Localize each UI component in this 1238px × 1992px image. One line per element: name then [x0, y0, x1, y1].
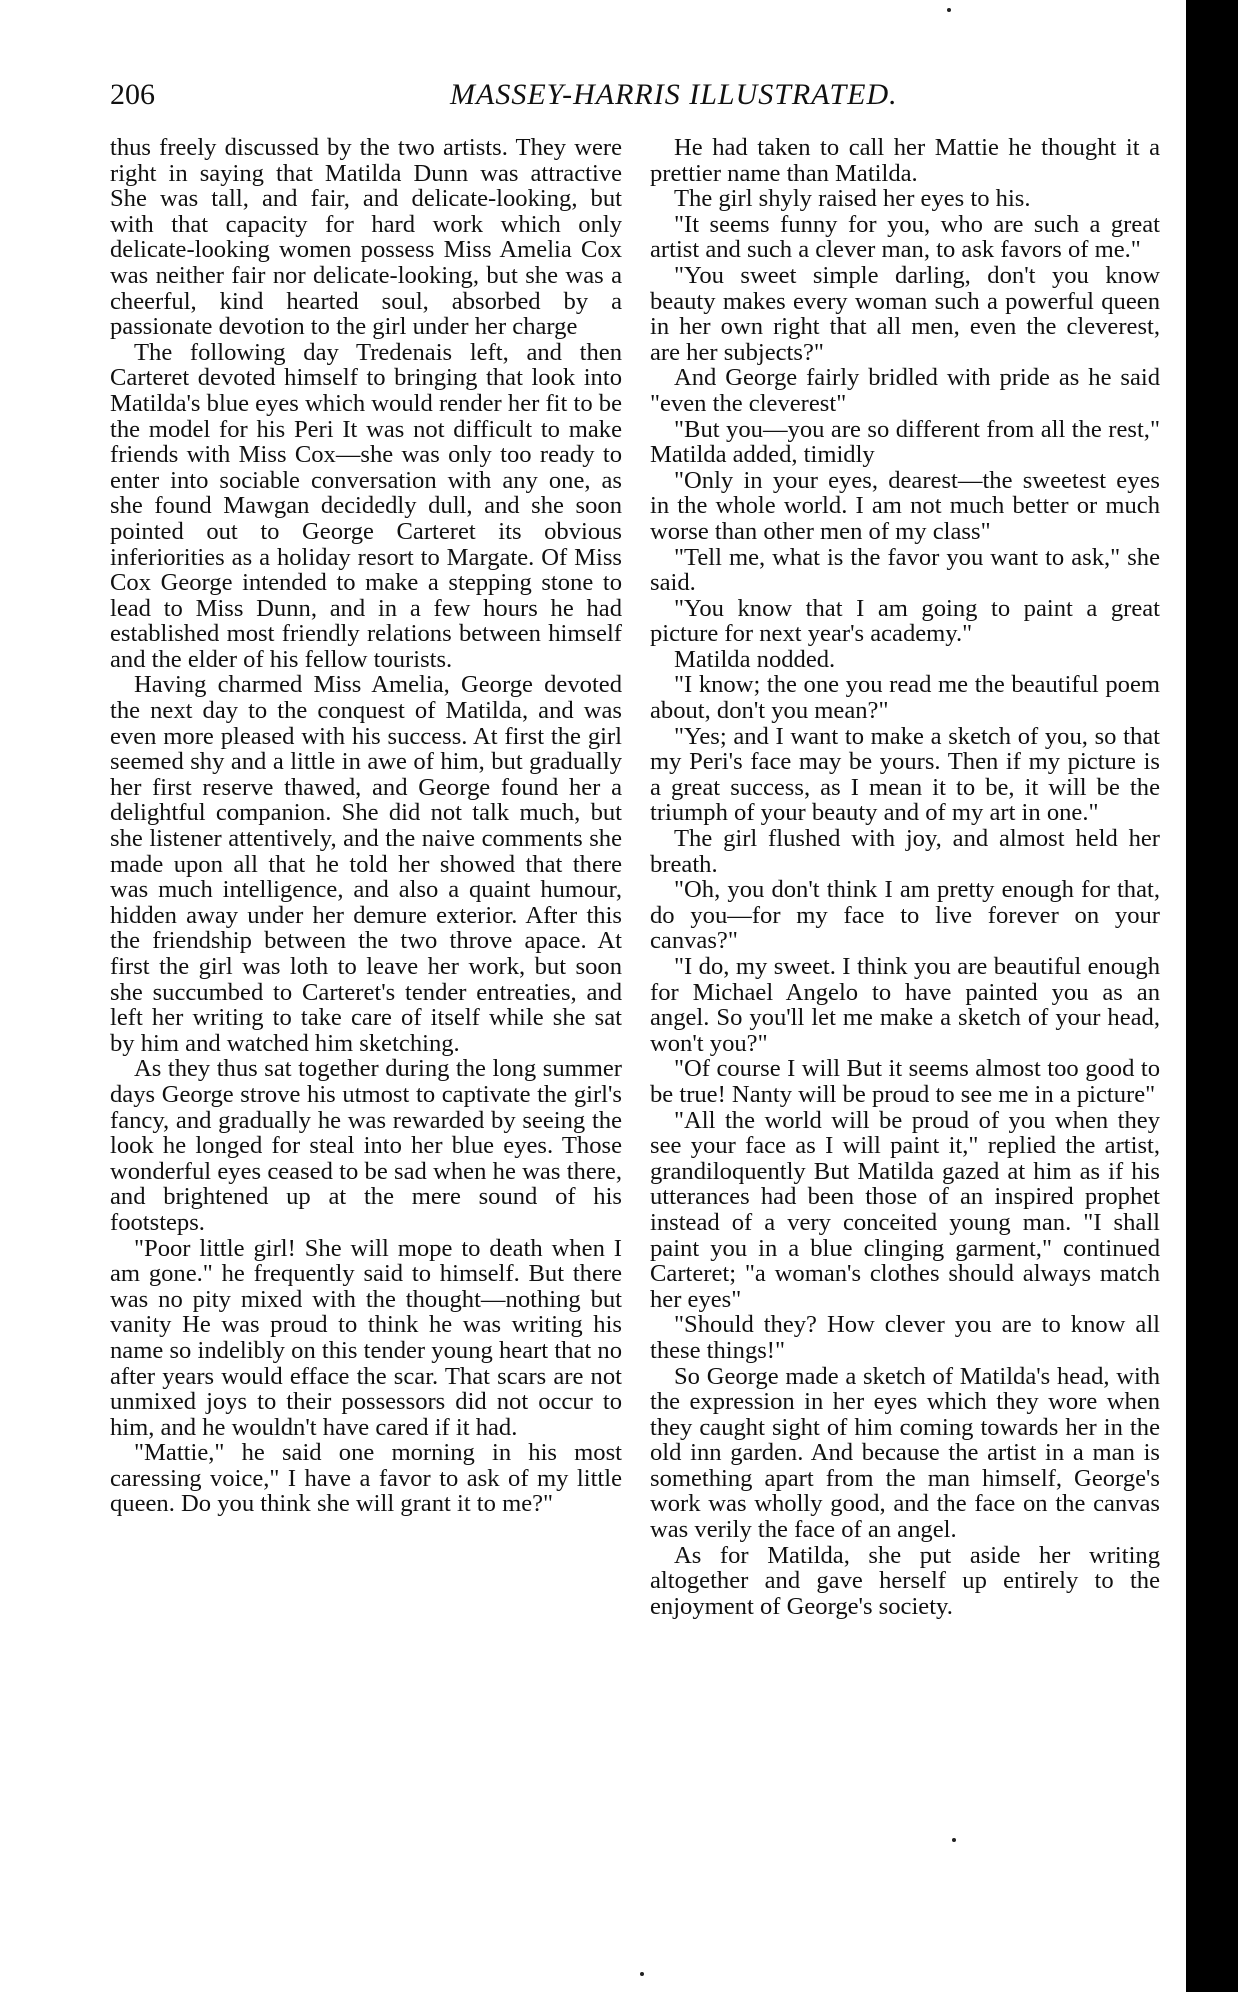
paragraph: "It seems funny for you, who are such a great artist and such a clever man, to ask favors of me."	[650, 210, 1160, 264]
running-title: MASSEY-HARRIS ILLUSTRATED.	[450, 78, 898, 111]
page-header	[110, 78, 1160, 118]
paragraph: The following day Tredenais left, and then Carteret devoted himself to bringing that look into Matilda's blue eyes which would render her fit to be the model for his Peri It was not difficult to make friends with Miss Cox—she was only too ready to enter into sociable conversation with any one, as she found Mawgan decidedly dull, and she soon pointed out to George Carteret its obvious inferiorities as a holiday resort to Margate. Of Miss Cox George intended to make a stepping stone to lead to Miss Dunn, and in a few hours he had established most friendly relations between himself and the elder of his fellow tourists.	[110, 338, 622, 673]
paragraph: "Mattie," he said one morning in his most caressing voice," I have a favor to ask of my little queen. Do you think she will grant it to me?"	[110, 1439, 622, 1518]
paragraph: "You sweet simple darling, don't you know beauty makes every woman such a powerful queen in her own right that all men, even the cleverest, are her subjects?"	[650, 261, 1160, 366]
paragraph: "I know; the one you read me the beautiful poem about, don't you mean?"	[650, 671, 1160, 725]
scan-speck	[947, 8, 951, 12]
left-text-column	[110, 135, 622, 1517]
page-number: 206	[110, 78, 155, 111]
paragraph: "But you—you are so different from all the rest," Matilda added, timidly	[650, 415, 1160, 469]
scan-speck	[952, 1838, 956, 1842]
paragraph: "You know that I am going to paint a great picture for next year's academy."	[650, 594, 1160, 648]
paragraph: "All the world will be proud of you when they see your face as I will paint it," replied the artist, grandiloquently But Matilda gazed at him as if his utterances had been those of an inspired prophet instead of a very conceited young man. "I shall paint you in a blue clinging garment," continued Carteret; "a woman's clothes should always match her eyes"	[650, 1106, 1160, 1313]
paragraph: As for Matilda, she put aside her writing altogether and gave herself up entirely to the enjoyment of George's society.	[650, 1541, 1160, 1620]
paragraph: "Only in your eyes, dearest—the sweetest eyes in the whole world. I am not much better or much worse than other men of my class"	[650, 466, 1160, 545]
paragraph: thus freely discussed by the two artists. They were right in saying that Matilda Dunn was attractive She was tall, and fair, and delicate-looking, but with that capacity for hard work which only delicate-looking women possess Miss Amelia Cox was neither fair nor delicate-looking, but she was a cheerful, kind hearted soul, absorbed by a passionate devotion to the girl under her charge	[110, 134, 622, 341]
paragraph: Having charmed Miss Amelia, George devoted the next day to the conquest of Matilda, and was even more pleased with his success. At first the girl seemed shy and a little in awe of him, but gradually her first reserve thawed, and George found her a delightful companion. She did not talk much, but she listener attentively, and the naive comments she made upon all that he told her showed that there was much intelligence, and also a quaint humour, hidden away under her demure exterior. After this the friendship between the two throve apace. At first the girl was loth to leave her work, but soon she succumbed to Carteret's tender entreaties, and left her writing to take care of itself while she sat by him and watched him sketching.	[110, 671, 622, 1057]
paragraph: The girl flushed with joy, and almost held her breath.	[650, 825, 1160, 878]
paragraph: "Should they? How clever you are to know all these things!"	[650, 1311, 1160, 1364]
paragraph: And George fairly bridled with pride as he said "even the cleverest"	[650, 364, 1160, 417]
paragraph: As they thus sat together during the long summer days George strove his utmost to captivate the girl's fancy, and gradually he was rewarded by seeing the look he longed for steal into her blue eyes. Those wonderful eyes ceased to be sad when he was there, and brightened up at the mere sound of his footsteps.	[110, 1055, 622, 1236]
paragraph: The girl shyly raised her eyes to his.	[674, 185, 1031, 213]
paragraph: "Tell me, what is the favor you want to ask," she said.	[650, 543, 1160, 597]
paragraph: He had taken to call her Mattie he thought it a prettier name than Matilda.	[650, 134, 1160, 187]
binding-gutter-shadow	[1186, 0, 1238, 1992]
paragraph: Matilda nodded.	[674, 645, 836, 673]
paragraph: "Of course I will But it seems almost too good to be true! Nanty will be proud to see me in a picture"	[650, 1055, 1160, 1108]
paragraph: "I do, my sweet. I think you are beautiful enough for Michael Angelo to have painted you as an angel. So you'll let me make a sketch of your head, won't you?"	[650, 953, 1160, 1057]
right-text-column	[650, 135, 1160, 1619]
paragraph: So George made a sketch of Matilda's head, with the expression in her eyes which they wore when they caught sight of him coming towards her in the old inn garden. And because the artist in a man is something apart from the man himself, George's work was wholly good, and the face on the canvas was verily the face of an angel.	[650, 1362, 1160, 1544]
paragraph: "Poor little girl! She will mope to death when I am gone." he frequently said to himself. But there was no pity mixed with the thought—nothing but vanity He was proud to think he was writing his name so indelibly on this tender young heart that no after years would efface the scar. That scars are not unmixed joys to their possessors did not occur to him, and he wouldn't have cared if it had.	[110, 1234, 622, 1441]
paragraph: "Yes; and I want to make a sketch of you, so that my Peri's face may be yours. Then if my picture is a great success, as I mean it to be, it will be the triumph of your beauty and of my art in one."	[650, 722, 1160, 827]
scan-speck	[640, 1972, 644, 1976]
binding-gutter-edge	[1176, 0, 1186, 1992]
paragraph: "Oh, you don't think I am pretty enough for that, do you—for my face to live forever on your canvas?"	[650, 876, 1160, 955]
